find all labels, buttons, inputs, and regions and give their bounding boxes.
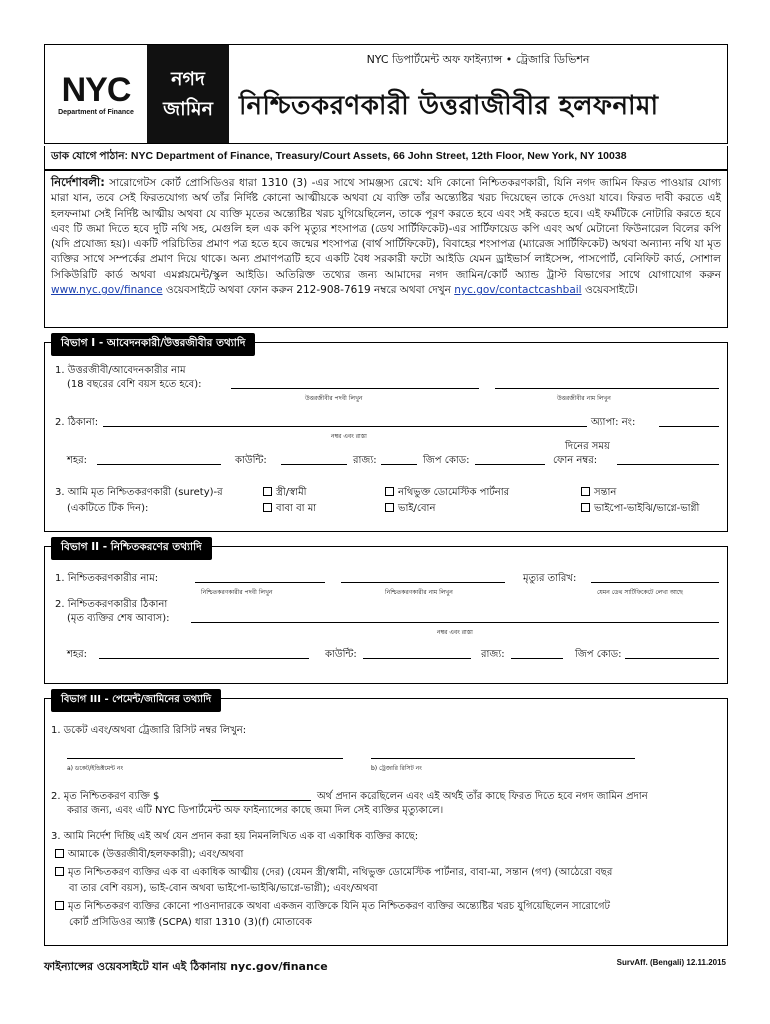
instructions-text-1: সারোগেটস কোর্ট প্রোসিডিওর ধারা 1310 (3) -এর সাথে সামঞ্জস্য রেখে: যদি কোনো নিশ্চিতকরণকারী, যিনি নগদ জামিন ফিরত পাওয়ার যোগ্য মারা যান, তবে সেই ফিরতযোগ্য অর্থ তাঁর নির্দিষ্ট কোনো আত্মীয়কে অথবা যে ব্যক্তি তাঁর অন্ত্যেষ্টির খরচ দিয়েছেন তাকে দেওয়া যাবে। ফিরত দাবী করতে এই হলফনামা সেই নির্দিষ্ট আত্মীয় অথবা যে ব্যক্তি মৃতের অন্ত্যেষ্টির খরচ যুগিয়েছিলেন, তাকে পূরণ করতে হবে এবং সই করতে হবে। এই ফর্মটিকে নোটারি করতে হবে এবং টি জমা দিতে হবে দুটি নথি সহ, মেগুলি হল এক কপি মৃত্যুর শংসাপত্র (ডেথ সার্টিফিকেট)-এর সার্টিফায়েড কপি এবং অর্থ মেটানো ফিউনারেল বিলের কপি (যদি প্রযোজ্য হয়)। একটি পরিচিতির প্রমাণ পত্র হতে হবে জন্মের শংসাপত্র (বার্থ সার্টিফিকেট), বিবাহের শংসাপত্র (ম্যারেজ সার্টিফিকেট) অথবা অন্যান্য নথি যা মৃত ব্যক্তির সাথে সম্পর্কের প্রমাণ দিয়ে থাকে। অন্য প্রমাণপত্রটি হবে একটি বৈধ সরকারী ফটো আইডি যেমন ড্রাইভার্স লাইসেন্স, পাসপোর্ট, বেনিফিট কার্ড, সোশাল সিকিউরিটি কার্ড অথবা এমপ্লয়মেন্ট/স্কুল আইডি। অতিরিক্ত তথ্যের জন্য আমাদের নগদ জামিন/কোর্ট অ্যান্ড ট্রাস্ট বিভাগের সাথে যোগাযোগ করুন — [51, 177, 721, 281]
cash-bail-line1: নগদ — [171, 68, 205, 90]
s1-hint-last: উত্তরজীবীর পদবী লিখুন — [305, 395, 363, 402]
pay-self-label: আমাকে (উত্তরজীবী/হলফকারী); এবং/অথবা — [68, 849, 244, 860]
survivor-county-field[interactable] — [281, 455, 347, 465]
pay-relative-line2: বা তার বেশি বয়স), ভাই-বোন অথবা ভাইপো-ভাইঝি/ভাগ্নে-ভাগ্নী); এবং/অথবা — [69, 883, 378, 894]
pay-relative-label: মৃত নিশ্চিতকরণ ব্যক্তির এক বা একাধিক আত্মীয় (দের) (যেমন স্ত্রী/স্বামী, নথিভুক্ত ডোমেস্টিক পার্টনার, বাবা-মা, সন্তান (গণ) (আঠেরো বছর — [68, 867, 613, 878]
pay-self-checkbox[interactable] — [55, 849, 64, 858]
child-checkbox[interactable] — [581, 487, 590, 496]
mail-label: ডাক যোগে পাঠান: — [51, 150, 129, 162]
spouse-label: স্ত্রী/স্বামী — [276, 487, 307, 498]
instructions-block — [44, 170, 728, 328]
niece-nephew-label: ভাইপো-ভাইঝি/ভাগ্নে-ভাগ্নী — [594, 503, 700, 514]
pay-creditor-checkbox[interactable] — [55, 901, 64, 910]
s1-q3-line2: (একটিতে টিক দিন): — [67, 503, 149, 514]
surety-county-field[interactable] — [363, 649, 471, 659]
footer-note-text: ফাইন্যান্সের ওয়েবসাইটে যান এই ঠিকানায় — [44, 960, 231, 973]
s1-q2-label: 2. ঠিকানা: — [55, 417, 99, 428]
surety-first-name-field[interactable] — [341, 573, 505, 583]
section-3-tab: বিভাগ III - পেমেন্ট/জামিনের তথ্যাদি — [51, 689, 221, 712]
surety-address-field[interactable] — [191, 613, 719, 623]
cash-bail-line2: জামিন — [163, 98, 213, 120]
instructions-text-3: ওয়েবসাইটে। — [581, 284, 639, 297]
option-child[interactable] — [581, 485, 616, 502]
pay-creditor-label: মৃত নিশ্চিতকরণ ব্যক্তির কোনো পাওনাদারকে অথবা একজন ব্যক্তিকে যিনি মৃত নিশ্চিতকরণ ব্যক্তির অন্ত্যেষ্টির খরচ যুগিয়েছিলেন সারোগেট — [68, 901, 610, 912]
parent-checkbox[interactable] — [263, 503, 272, 512]
section-1-tab: বিভাগ I - আবেদনকারী/উত্তরজীবীর তথ্যাদি — [51, 333, 255, 356]
s2-hint-street: নম্বর এবং রাস্তা — [437, 629, 473, 636]
surety-zip-field[interactable] — [625, 649, 719, 659]
finance-website-link[interactable]: www.nyc.gov/finance — [51, 284, 163, 297]
instructions-label: নির্দেশাবলী: — [51, 175, 105, 189]
s2-city-label: শহর: — [67, 649, 88, 660]
child-label: সন্তান — [594, 487, 617, 498]
contact-cashbail-link[interactable]: nyc.gov/contactcashbail — [454, 284, 582, 297]
option-partner[interactable] — [385, 485, 509, 502]
form-header — [44, 44, 728, 144]
s3-q2-post: অর্থ প্রদান করেছিলেন এবং এই অর্থই তাঁর কাছে ফিরত দিতে হবে নগদ জামিন প্রদান — [317, 791, 648, 802]
s1-q1-line1: 1. উত্তরজীবী/আবেদনকারীর নাম — [55, 365, 186, 376]
s3-q3: 3. আমি নির্দেশ দিচ্ছি এই অর্থ যেন প্রদান করা হয় নিমনলিখিত এক বা একাধিক ব্যক্তির কাছে: — [51, 831, 419, 842]
section-2 — [44, 541, 728, 684]
s1-hint-street: নম্বর এবং রাস্তা — [331, 433, 367, 440]
s1-zip-label: জিপ কোড: — [423, 455, 470, 466]
option-spouse[interactable] — [263, 485, 307, 502]
s1-q3-line1: 3. আমি মৃত নিশ্চিতকরণকারী (surety)-র — [55, 487, 223, 498]
department-line: NYC ডিপার্টমেন্ট অফ ফাইন্যান্স • ট্রেজারি ডিভিশন — [366, 53, 590, 66]
sibling-checkbox[interactable] — [385, 503, 394, 512]
survivor-apt-field[interactable] — [659, 417, 719, 427]
surety-city-field[interactable] — [99, 649, 309, 659]
s1-day-time-label: দিনের সময় — [565, 441, 610, 452]
survivor-first-name-field[interactable] — [495, 379, 719, 389]
section-1 — [44, 337, 728, 532]
cash-bail-box — [147, 45, 229, 143]
survivor-address-field[interactable] — [103, 417, 587, 427]
s1-state-label: রাজ্য: — [353, 455, 377, 466]
form-page — [44, 44, 728, 946]
pay-option-relative[interactable] — [55, 865, 612, 882]
s3-hint-b: b) ট্রেজারি রিসিট নং — [371, 765, 422, 772]
pay-relative-checkbox[interactable] — [55, 867, 64, 876]
s2-q2-line2: (মৃত ব্যক্তির শেষ আবাস): — [67, 613, 170, 624]
sibling-label: ভাই/বোন — [398, 503, 436, 514]
section-3 — [44, 694, 728, 946]
pay-option-creditor[interactable] — [55, 899, 610, 916]
survivor-zip-field[interactable] — [475, 455, 545, 465]
s3-q2-pre: 2. মৃত নিশ্চিতকরণ ব্যক্তি $ — [51, 791, 160, 802]
partner-checkbox[interactable] — [385, 487, 394, 496]
mail-address: NYC Department of Finance, Treasury/Court Assets, 66 John Street, 12th Floor, New York, NY 10038 — [128, 150, 627, 162]
s2-hint-last: নিশ্চিতকরণকারীর পদবী লিখুন — [201, 589, 273, 596]
s2-hint-first: নিশ্চিতকরণকারীর নাম লিখুন — [385, 589, 453, 596]
s2-state-label: রাজ্য: — [481, 649, 505, 660]
surety-state-field[interactable] — [511, 649, 563, 659]
option-sibling[interactable] — [385, 501, 435, 518]
s2-zip-label: জিপ কোড: — [575, 649, 622, 660]
s1-phone-label: ফোন নম্বর: — [553, 455, 598, 466]
s3-q2-line2: করার জন্য, এবং এটি NYC ডিপার্টমেন্ট অফ ফাইন্যান্সের কাছে জমা দিল সেই ব্যক্তির মৃত্যুকালে। — [67, 805, 444, 816]
s2-hint-death: যেমন ডেথ সার্টিফিকেটে লেখা আছে — [597, 589, 683, 596]
s1-apt-label: অ্যাপা: নং: — [591, 417, 636, 428]
death-date-field[interactable] — [591, 573, 719, 583]
s2-county-label: কাউন্টি: — [325, 649, 357, 660]
partner-label: নথিভুক্ত ডোমেস্টিক পার্টনার — [398, 487, 510, 498]
amount-field[interactable] — [211, 791, 311, 801]
parent-label: বাবা বা মা — [276, 503, 317, 514]
surety-last-name-field[interactable] — [195, 573, 325, 583]
instructions-text-2: ওয়েবসাইটে অথবা ফোন করুন 212-908-7619 নম্বরে অথবা দেখুন — [162, 284, 455, 297]
pay-option-self[interactable] — [55, 847, 243, 864]
s3-hint-a: a) ডকেট/ইন্ডিক্টমেন্ট নং — [67, 765, 124, 772]
option-parent[interactable] — [263, 501, 316, 518]
survivor-state-field[interactable] — [381, 455, 417, 465]
spouse-checkbox[interactable] — [263, 487, 272, 496]
s1-hint-first: উত্তরজীবীর নাম লিখুন — [557, 395, 611, 402]
nyc-logo — [45, 45, 147, 143]
footer-finance-link[interactable]: nyc.gov/finance — [230, 960, 328, 973]
survivor-last-name-field[interactable] — [231, 379, 479, 389]
s3-q1: 1. ডকেট এবং/অথবা ট্রেজারি রিসিট নম্বর লিখুন: — [51, 725, 247, 736]
s2-death-date-label: মৃত্যুর তারিখ: — [523, 573, 577, 584]
s2-q2-line1: 2. নিশ্চিতকরণকারীর ঠিকানা — [55, 599, 168, 610]
survivor-phone-field[interactable] — [617, 455, 719, 465]
logo-text: NYC — [61, 70, 131, 109]
s1-county-label: কাউন্টি: — [235, 455, 267, 466]
logo-subtitle: Department of Finance — [58, 108, 134, 116]
s1-city-label: শহর: — [67, 455, 88, 466]
treasury-receipt-field[interactable] — [371, 749, 635, 759]
niece-nephew-checkbox[interactable] — [581, 503, 590, 512]
option-niece-nephew[interactable] — [581, 501, 699, 518]
pay-creditor-line2: কোর্ট প্রসিডিওর অ্যাক্ট (SCPA) ধারা 1310 (3)(f) মোতাবেক — [69, 917, 312, 928]
s2-q1-label: 1. নিশ্চিতকরণকারীর নাম: — [55, 573, 159, 584]
docket-number-field[interactable] — [67, 749, 343, 759]
mail-to-line — [44, 146, 728, 170]
survivor-city-field[interactable] — [97, 455, 221, 465]
section-2-tab: বিভাগ II - নিশ্চিতকরণের তথ্যাদি — [51, 537, 212, 560]
s1-q1-line2: (18 বছরের বেশি বয়স হতে হবে): — [67, 379, 202, 390]
footer-website-note — [44, 958, 328, 977]
page-title: নিশ্চিতকরণকারী উত্তরাজীবীর হলফনামা — [239, 91, 659, 121]
form-version: SurvAff. (Bengali) 12.11.2015 — [616, 958, 726, 967]
